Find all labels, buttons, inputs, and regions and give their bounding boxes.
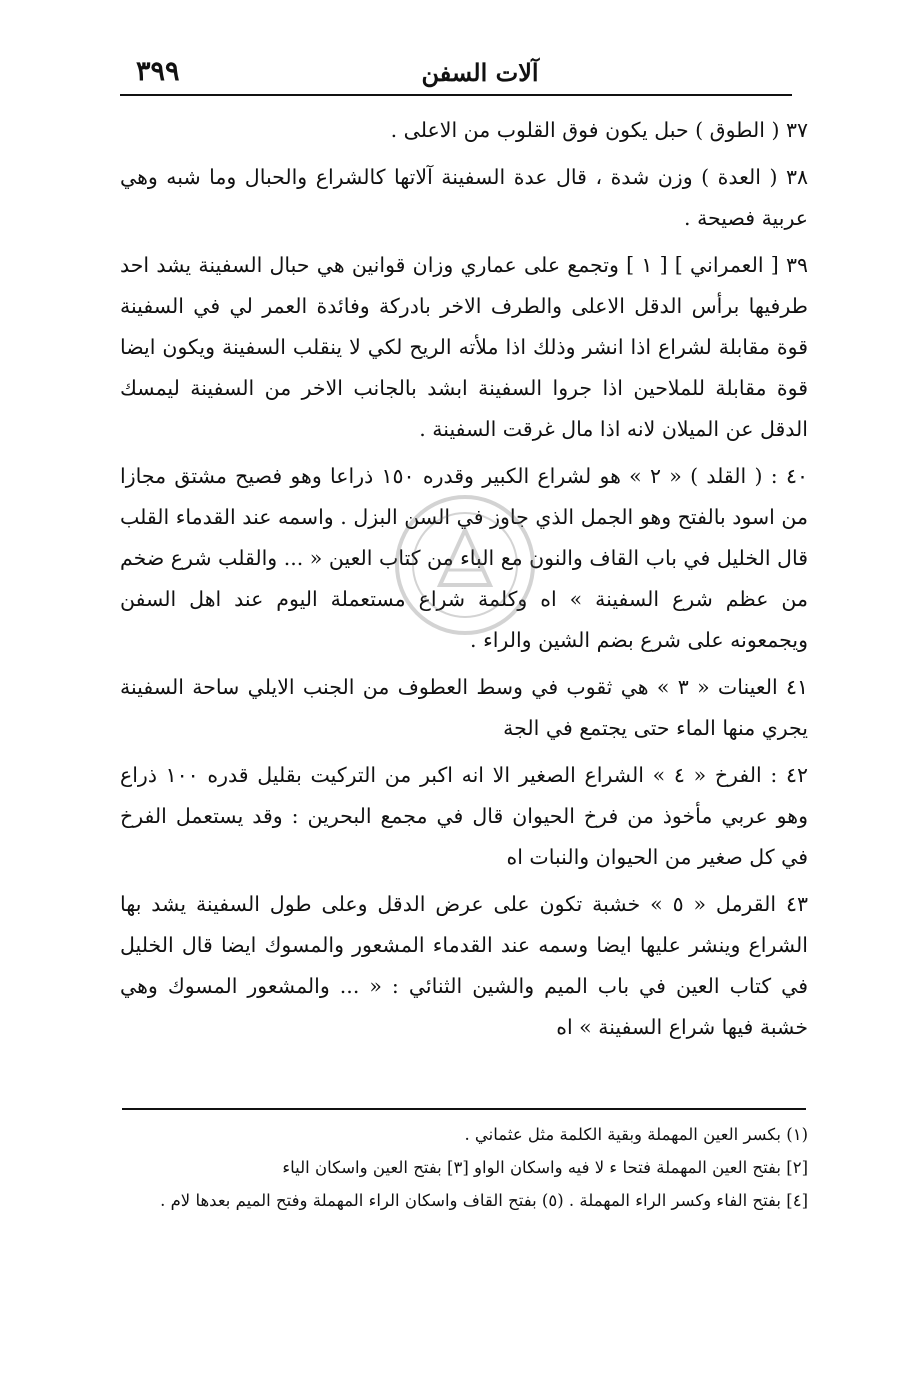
running-title: آلات السفن: [421, 58, 539, 87]
entry-42: ٤٢ : الفرخ « ٤ » الشراع الصغير الا انه اكبر من التركيت بقليل قدره ١٠٠ ذراع وهو عربي مأخوذ من فرخ الحيوان قال في مجمع البحرين : وقد يستعمل الفرخ في كل صغير من الحيوان والنبات اه: [120, 763, 808, 869]
entry-37: ٣٧ ( الطوق ) حبل يكون فوق القلوب من الاعلى .: [390, 118, 808, 142]
footnote-divider: [122, 1108, 806, 1110]
entry-39: ٣٩ [ العمراني ] [ ١ ] وتجمع على عماري وزان قوانين هي حبال السفينة يشد احد طرفيها برأس الدقل الاعلى والطرف الاخر بادركة وفائدة العمر لي في السفينة قوة مقابلة لشراع اذا انشر وذلك اذا ملأته الريح لكي لا ينقلب السفينة ويكون ايضا قوة مقابلة للملاحين اذا جروا السفينة ابشد بالجانب الاخر من السفينة ليمسك الدقل عن الميلان لانه اذا مال غرقت السفينة .: [120, 253, 808, 441]
footnote-2-3: [٢] بفتح العين المهملة فتحا ء لا فيه واسكان الواو [٣] بفتح العين واسكان الياء: [282, 1158, 808, 1177]
page-header: [120, 52, 792, 96]
entry-40: ٤٠ : ( القلد ) « ٢ » هو لشراع الكبير وقدره ١٥٠ ذراعا وهو فصيح مشتق مجازا من اسود بالفتح وهو الجمل الذي جاوز في السن البزل . واسمه عند القدماء القلب قال الخليل في باب القاف والنون مع الباء من كتاب العين « ... والقلب شرع ضخم من عظم شرع السفينة » اه وكلمة شراع مستعملة اليوم عند اهل السفن ويجمعونه على شرع بضم الشين والراء .: [120, 464, 809, 652]
footnotes: [120, 1118, 808, 1217]
footnote-1: (١) بكسر العين المهملة وبقية الكلمة مثل عثماني .: [464, 1125, 808, 1144]
page-number: ٣٩٩: [136, 56, 180, 87]
footnote-4-5: [٤] بفتح الفاء وكسر الراء المهملة . (٥) بفتح القاف واسكان الراء المهملة وفتح الميم بعدها لام .: [160, 1191, 808, 1210]
entry-41: ٤١ العينات « ٣ » هي ثقوب في وسط العطوف من الجنب الايلي ساحة السفينة يجري منها الماء حتى يجتمع في الجة: [120, 675, 808, 740]
entry-38: ٣٨ ( العدة ) وزن شدة ، قال عدة السفينة آلاتها كالشراع والحبال وما شبه وهي عربية فصيحة .: [120, 165, 808, 230]
entry-43: ٤٣ القرمل « ٥ » خشبة تكون على عرض الدقل وعلى طول السفينة يشد بها الشراع وينشر عليها ايضا وسمه عند القدماء المشعور والمسوك ايضا قال الخليل في كتاب العين في باب الميم والشين الثنائي : « ... والمشعور المسوك وهي خشبة فيها شراع السفينة » اه: [120, 892, 808, 1039]
library-stamp-watermark: [390, 490, 540, 640]
